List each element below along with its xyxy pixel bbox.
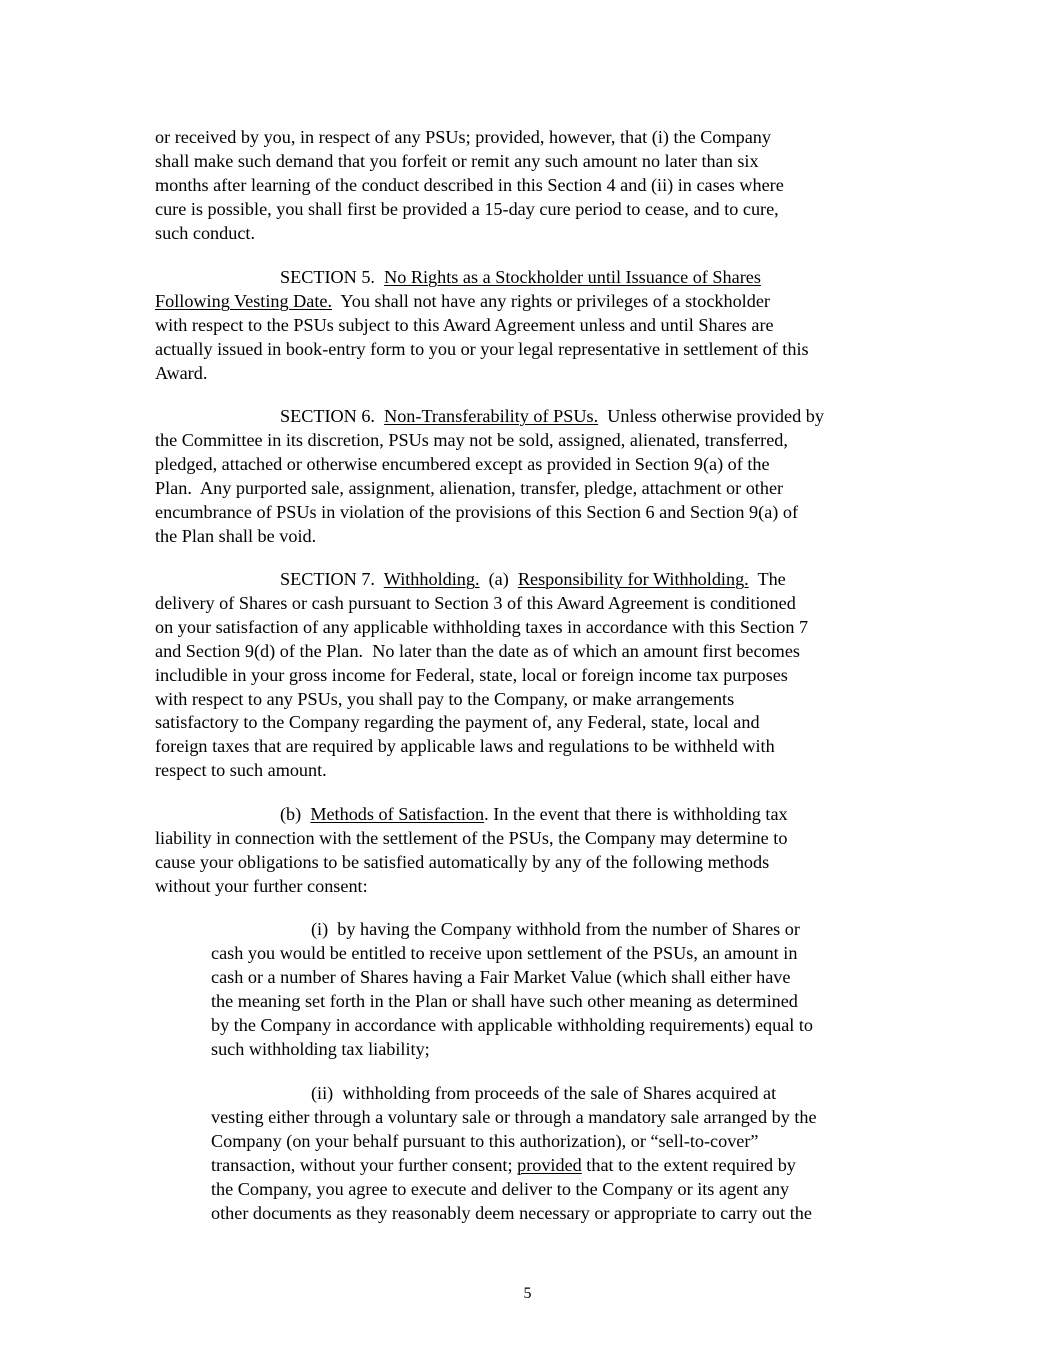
section-7-body: The delivery of Shares or cash pursuant to Section 3 of this Award Agreement is conditioned on your satisfaction of any applicable withholding taxes in accordance with this Section 7 and Section 9(d) of the Plan. No later than the date as of which an amount first becomes includible in your gross income for Federal, state, local or foreign income tax purposes with respect to any PSUs, you shall pay to the Company, or make arrangements satisfactory to the Company regarding the payment of, any Federal, state, local and foreign taxes that are required by applicable laws and regulations to be withheld with respect to such amount. bbox=[155, 569, 809, 781]
section-6-number: SECTION 6. bbox=[280, 406, 375, 426]
section-5-heading: No Rights as a Stockholder until Issuance of Shares Following Vesting Date. bbox=[155, 267, 761, 311]
page-number: 5 bbox=[523, 1285, 532, 1302]
section-5-body: You shall not have any rights or privileges of a stockholder with respect to the PSUs subject to this Award Agreement unless and until Shares are actually issued in book-entry form to you or your legal representative in settlement of this Award. bbox=[155, 290, 809, 383]
section-7b-heading: Methods of Satisfaction bbox=[310, 804, 485, 824]
section-5-paragraph bbox=[155, 266, 915, 386]
section-7b-label: (b) bbox=[280, 804, 302, 824]
item-i-text: (i) by having the Company withhold from the number of Shares or cash you would be entitled to receive upon settlement of the PSUs, an amount in cash or a number of Shares having a Fair Market Value (which shall either have the meaning set forth in the Plan or shall have such other meaning as determined by the Company in accordance with applicable withholding requirements) equal to such withholding tax liability; bbox=[211, 919, 814, 1059]
section-7-paragraph bbox=[155, 568, 915, 783]
section-7-sub-a-heading: Responsibility for Withholding. bbox=[517, 569, 749, 589]
section-6-heading: Non-Transferability of PSUs. bbox=[384, 406, 599, 426]
item-ii-text-before: (ii) withholding from proceeds of the sale of Shares acquired at vesting either through a voluntary sale or through a mandatory sale arranged by the Company (on your behalf pursuant to this authorization), or “sell-to-cover” transaction, without your further consent; bbox=[211, 1083, 817, 1175]
section-7-sub-a-label: (a) bbox=[488, 569, 509, 589]
paragraph-continued bbox=[155, 126, 915, 246]
section-7-heading: Withholding. bbox=[383, 569, 480, 589]
section-5-number: SECTION 5. bbox=[280, 267, 375, 287]
item-i-paragraph bbox=[211, 918, 921, 1061]
item-ii-paragraph bbox=[211, 1082, 921, 1225]
section-7-number: SECTION 7. bbox=[280, 569, 375, 589]
section-6-body: Unless otherwise provided by the Committee in its discretion, PSUs may not be sold, assigned, alienated, transferred, pledged, attached or otherwise encumbered except as provided in Section 9(a) of the Plan. Any purported sale, assignment, alienation, transfer, pledge, attachment or other encumbrance of PSUs in violation of the provisions of this Section 6 and Section 9(a) of the Plan shall be void. bbox=[155, 406, 824, 546]
section-7b-body: . In the event that there is withholding tax liability in connection with the settlement of the PSUs, the Company may determine to cause your obligations to be satisfied automatically by any of the following methods without your further consent: bbox=[155, 804, 788, 896]
section-7b-paragraph bbox=[155, 803, 915, 899]
section-6-paragraph bbox=[155, 405, 915, 548]
item-ii-provided: provided bbox=[517, 1154, 582, 1175]
item-ii-text-after: that to the extent required by the Company, you agree to execute and deliver to the Company or its agent any other documents as they reasonably deem necessary or appropriate to carry out the bbox=[211, 1154, 812, 1223]
paragraph-continued-text: or received by you, in respect of any PSUs; provided, however, that (i) the Company shall make such demand that you forfeit or remit any such amount no later than six months after learning of the conduct described in this Section 4 and (ii) in cases where cure is possible, you shall first be provided a 15-day cure period to cease, and to cure, such conduct. bbox=[155, 127, 784, 243]
